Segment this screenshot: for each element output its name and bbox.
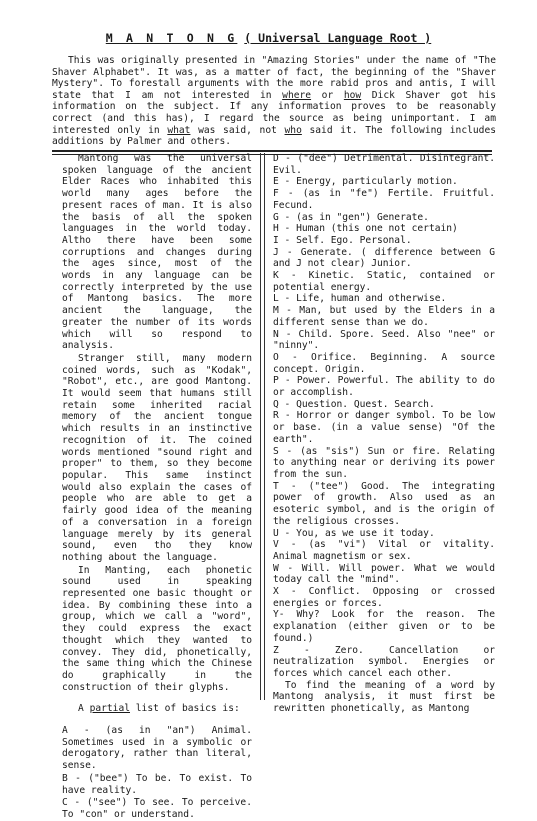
column-divider-second [264, 153, 265, 700]
intro-word-what: what [167, 124, 191, 136]
intro-paragraph [52, 55, 496, 148]
horizontal-rule [52, 150, 492, 152]
entry-q: Q - Question. Quest. Search. [273, 398, 435, 410]
entry-t: T - ("tee") Good. The integrating power of growth. Also used as an esoteric symbol, and is the origin of the religious crosses. [273, 480, 495, 527]
entry-h: H - Human (this one not certain) [273, 223, 458, 235]
intro-part-4: said it. The following includes additions by Palmer and others. [52, 124, 496, 148]
entry-f: F - (as in "fe") Fertile. Fruitful. Fecund. [273, 188, 495, 211]
left-column [62, 153, 252, 821]
entry-z: Z - Zero. Cancellation or neutralization symbol. Energies or forces which cancel each other. [273, 644, 495, 679]
entry-c: C - ("see") To see. To perceive. To "con" or understand. [62, 797, 252, 820]
list-intro-a: A [78, 703, 84, 715]
entry-p: P - Power. Powerful. The ability to do or accomplish. [273, 375, 495, 399]
entry-e: E - Energy, particularly motion. [273, 176, 458, 188]
entry-y: Y- Why? Look for the reason. The explanation (either given or to be found.) [273, 609, 495, 644]
entry-g: G - (as in "gen") Generate. [273, 211, 429, 223]
entry-j: J - Generate. ( difference between G and J not clear) Junior. [273, 246, 495, 270]
entry-n: N - Child. Spore. Seed. Also "nee" or "ninny". [273, 328, 495, 352]
entry-x: X - Conflict. Opposing or crossed energies or forces. [273, 586, 495, 609]
entry-d: D - ("dee") Detrimental. Disintegrant. Evil. [273, 153, 495, 176]
title-main: M A N T O N G [105, 31, 238, 45]
paragraph-coined-words: Stranger still, many modern coined words, such as "Kodak", "Robot", etc., are good Mantong. It would seem that humans still retain some inherited racial memory of the ancient tongue which results in an instinctive recognition of it. The coined words mentioned "sound right and proper" to them, so they become popular. This same instinct would also explain the cases of people who are able to get a fairly good idea of the meaning of a conversation in a foreign language merely by its general sound, even tho they know nothing about the language. [62, 352, 252, 563]
entry-l: L - Life, human and otherwise. [273, 293, 447, 305]
entry-r: R - Horror or danger symbol. To be low or base. (in a value sense) "Of the earth". [273, 410, 495, 445]
entry-i: I - Self. Ego. Personal. [273, 234, 412, 246]
list-intro-partial: partial [89, 703, 130, 715]
entry-s: S - (as "sis") Sun or fire. Relating to anything near or deriving its power from the sun. [273, 445, 495, 480]
intro-word-where: where [282, 89, 312, 101]
paragraph-phonetic: In Manting, each phonetic sound used in speaking represented one basic thought or idea. By combining these into a group, which we call a "word", they could express the exact thought which they wanted to convey. They did, phonetically, the same thing which the Chinese do graphically in the construction of their glyphs. [62, 564, 252, 693]
entry-k: K - Kinetic. Static, contained or potential energy. [273, 270, 495, 293]
title-subtitle: ( Universal Language Root ) [244, 31, 432, 45]
paragraph-mantong: Mantong was the universal spoken language of the ancient Elder Races who inhabited this world many ages before the present races of man. It is also the basis of all the spoken languages in the world today. Altho there have been some corruptions and changes during the ages since, most of the words in any language can be correctly interpreted by the use of Mantong basics. The more ancient the language, the greater the number of its words which will so respond to analysis. [62, 153, 252, 352]
right-column [273, 153, 495, 715]
closing-paragraph: To find the meaning of a word by Mantong analysis, it must first be rewritten phonetically, as Mantong [273, 679, 495, 715]
intro-text [52, 55, 496, 148]
intro-word-who: who [284, 124, 302, 136]
page-title [0, 31, 537, 45]
entry-w: W - Will. Will power. What we would today call the "mind". [273, 562, 495, 586]
intro-part-2: Dick Shaver got his information on the subject. If any information proves to be reasonably correct (and this has), I regard the source as being unimportant. I am interested only in [52, 89, 497, 136]
entry-v: V - (as "vi") Vital or vitality. Animal magnetism or sex. [273, 539, 495, 562]
intro-word-or: or [321, 89, 334, 101]
entry-m: M - Man, but used by the Elders in a different sense than we do. [273, 305, 495, 328]
intro-part-3: was said, not [198, 124, 277, 136]
list-intro [62, 703, 252, 715]
list-intro-b: list of basics is: [135, 703, 240, 715]
entry-o: O - Orifice. Beginning. A source concept. Origin. [273, 351, 495, 375]
column-divider [260, 153, 261, 700]
entry-b: B - ("bee") To be. To exist. To have reality. [62, 772, 252, 796]
intro-word-how: how [343, 89, 362, 101]
entry-a: A - (as in "an") Animal. Sometimes used in a symbolic or derogatory, rather than literal, sense. [62, 725, 252, 772]
intro-part-1: This was originally presented in "Amazing Stories" under the name of "The Shaver Alphabet". It was, as a matter of fact, the beginning of the "Shaver Mystery". To forestall arguments with the more rabid pros and antis, I will state that I am not interested in [52, 55, 496, 101]
entry-u: U - You, as we use it today. [273, 527, 435, 539]
